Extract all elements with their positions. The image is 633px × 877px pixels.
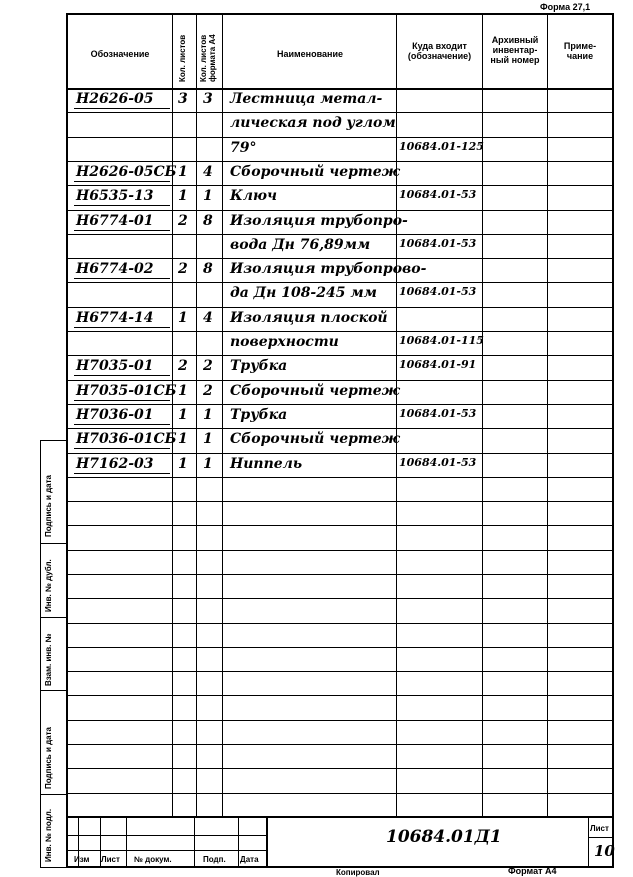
cell-where-used: 10684.01-53 xyxy=(399,237,477,250)
cell-designation: Н6774-01 xyxy=(76,213,154,229)
cell-sheets-a4: 1 xyxy=(203,456,213,472)
underline xyxy=(74,108,170,109)
row-line xyxy=(66,282,614,283)
footer-copied: Копировал xyxy=(336,868,380,877)
cell-name: Сборочный чертеж xyxy=(230,383,400,399)
cell-sheets-a4: 1 xyxy=(203,407,213,423)
cell-designation: Н7162-03 xyxy=(76,456,154,472)
row-line xyxy=(66,380,614,381)
cell-where-used: 10684.01-53 xyxy=(399,456,477,469)
cell-name: 79° xyxy=(230,140,257,156)
row-line xyxy=(66,161,614,162)
row-line xyxy=(66,234,614,235)
header-name: Наименование xyxy=(276,49,344,59)
doc-number: 10684.01Д1 xyxy=(386,827,502,847)
underline xyxy=(74,230,170,231)
cell-where-used: 10684.01-91 xyxy=(399,358,477,371)
tb-date: Дата xyxy=(240,855,259,864)
cell-where-used: 10684.01-53 xyxy=(399,407,477,420)
underline xyxy=(74,424,170,425)
cell-sheets-a4: 8 xyxy=(203,261,213,277)
cell-where-used: 10684.01-53 xyxy=(399,285,477,298)
cell-sheets-a4: 4 xyxy=(203,310,213,326)
header-where-used: Куда входит (обозначение) xyxy=(407,41,472,61)
form-label: Форма 27,1 xyxy=(540,2,591,12)
cell-name: Сборочный чертеж xyxy=(230,431,400,447)
row-line xyxy=(66,744,614,745)
tb-doc-no: № докум. xyxy=(134,855,172,864)
cell-name: да Дн 108-245 мм xyxy=(230,285,377,301)
underline xyxy=(74,448,170,449)
row-line xyxy=(66,453,614,454)
side-label-sign-date-top: Подпись и дата xyxy=(44,475,53,537)
underline xyxy=(74,327,170,328)
row-line xyxy=(66,428,614,429)
cell-name: лическая под углом xyxy=(230,115,396,131)
cell-sheets: 1 xyxy=(178,164,188,180)
cell-sheets: 3 xyxy=(178,91,188,107)
header-sheets-count: Кол. листов xyxy=(178,34,187,82)
header-note: Приме- чание xyxy=(563,41,597,61)
row-line xyxy=(66,623,614,624)
underline xyxy=(74,375,170,376)
row-line xyxy=(66,331,614,332)
cell-sheets-a4: 4 xyxy=(203,164,213,180)
row-line xyxy=(66,501,614,502)
cell-name: Ключ xyxy=(230,188,278,204)
cell-where-used: 10684.01-115 xyxy=(399,334,484,347)
sheet-number: 10 xyxy=(594,842,615,860)
cell-where-used: 10684.01-125 xyxy=(399,140,484,153)
cell-name: Трубка xyxy=(230,358,288,374)
cell-name: Ниппель xyxy=(230,456,303,472)
row-line xyxy=(66,477,614,478)
footer-format: Формат А4 xyxy=(508,866,557,876)
sheet-label: Лист xyxy=(590,824,609,833)
row-line xyxy=(66,647,614,648)
cell-name: Изоляция плоской xyxy=(230,310,388,326)
cell-where-used: 10684.01-53 xyxy=(399,188,477,201)
cell-sheets: 2 xyxy=(178,261,188,277)
row-line xyxy=(66,574,614,575)
row-line xyxy=(66,137,614,138)
row-line xyxy=(66,768,614,769)
row-line xyxy=(66,720,614,721)
row-line xyxy=(66,525,614,526)
cell-sheets-a4: 3 xyxy=(203,91,213,107)
tb-podp: Подп. xyxy=(203,855,226,864)
side-label-inv-podl: Инв. № подл. xyxy=(44,808,53,862)
row-line xyxy=(66,307,614,308)
row-line xyxy=(66,598,614,599)
side-label-sign-date-bottom: Подпись и дата xyxy=(44,727,53,789)
cell-sheets: 1 xyxy=(178,431,188,447)
row-line xyxy=(66,258,614,259)
cell-sheets: 2 xyxy=(178,213,188,229)
tb-izm: Изм xyxy=(74,855,90,864)
underline xyxy=(74,473,170,474)
cell-name: Изоляция трубопро- xyxy=(230,213,408,229)
cell-name: Сборочный чертеж xyxy=(230,164,400,180)
cell-designation: Н6535-13 xyxy=(76,188,154,204)
row-line xyxy=(66,550,614,551)
cell-sheets-a4: 8 xyxy=(203,213,213,229)
side-label-inv-dubl: Инв. № дубл. xyxy=(44,559,53,612)
tb-list: Лист xyxy=(101,855,120,864)
cell-sheets-a4: 2 xyxy=(203,358,213,374)
cell-designation: Н7036-01 xyxy=(76,407,154,423)
row-line xyxy=(66,185,614,186)
cell-name: поверхности xyxy=(230,334,339,350)
side-label-vzam-inv: Взам. инв. № xyxy=(44,633,53,686)
header-archive-no: Архивный инвентар- ный номер xyxy=(490,35,540,65)
cell-sheets: 2 xyxy=(178,358,188,374)
cell-sheets: 1 xyxy=(178,456,188,472)
cell-name: Трубка xyxy=(230,407,288,423)
row-line xyxy=(66,112,614,113)
cell-name: вода Дн 76,89мм xyxy=(230,237,371,253)
cell-sheets: 1 xyxy=(178,407,188,423)
cell-sheets: 1 xyxy=(178,383,188,399)
row-line xyxy=(66,695,614,696)
cell-designation: Н7035-01СБ xyxy=(76,383,177,399)
cell-designation: Н2626-05СБ xyxy=(76,164,177,180)
row-line xyxy=(66,210,614,211)
cell-designation: Н7035-01 xyxy=(76,358,154,374)
underline xyxy=(74,181,170,182)
cell-sheets-a4: 1 xyxy=(203,188,213,204)
underline xyxy=(74,205,170,206)
cell-sheets: 1 xyxy=(178,310,188,326)
cell-name: Изоляция трубопрово- xyxy=(230,261,427,277)
underline xyxy=(74,278,170,279)
cell-designation: Н2626-05 xyxy=(76,91,154,107)
cell-sheets-a4: 2 xyxy=(203,383,213,399)
row-line xyxy=(66,404,614,405)
header-sheets-a4: Кол. листов формата А4 xyxy=(199,34,217,82)
cell-sheets-a4: 1 xyxy=(203,431,213,447)
header-designation: Обозначение xyxy=(90,49,150,59)
row-line xyxy=(66,793,614,794)
row-line xyxy=(66,671,614,672)
cell-designation: Н7036-01СБ xyxy=(76,431,177,447)
underline xyxy=(74,400,170,401)
row-line xyxy=(66,355,614,356)
cell-designation: Н6774-14 xyxy=(76,310,154,326)
cell-name: Лестница метал- xyxy=(230,91,383,107)
cell-sheets: 1 xyxy=(178,188,188,204)
cell-designation: Н6774-02 xyxy=(76,261,154,277)
